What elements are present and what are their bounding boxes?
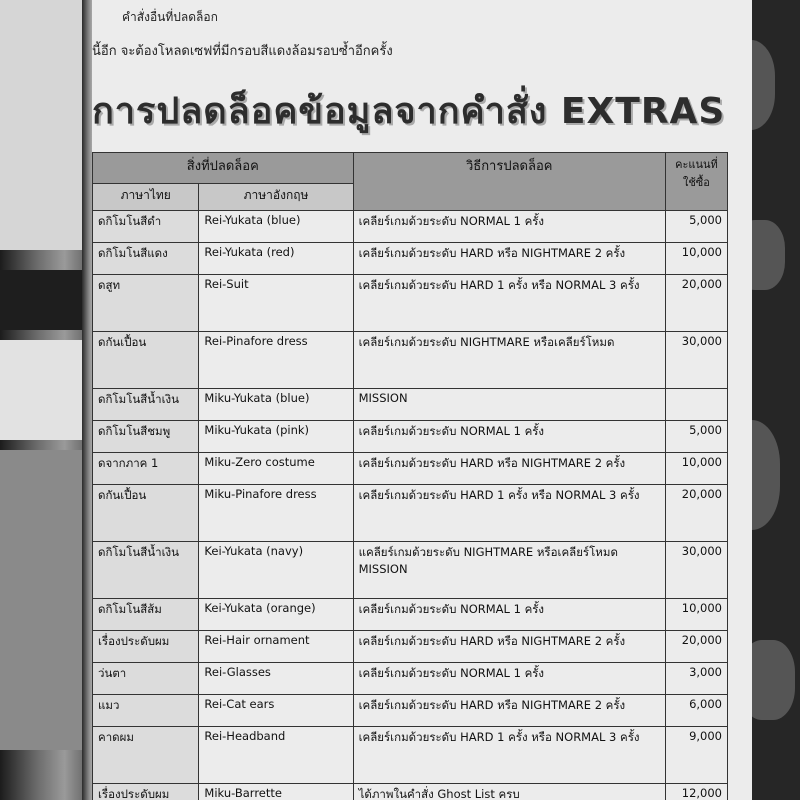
table-row <box>93 453 728 485</box>
table-row <box>93 211 728 243</box>
table-row <box>93 663 728 695</box>
points-cell: 12,000 <box>665 784 727 800</box>
intro-text-line: นี้อีก จะต้องโหลดเซฟที่มีกรอบสีแดงล้อมรอบซ้ำอีกครั้ง <box>92 44 393 59</box>
english-name-cell: Rei-Suit <box>199 275 353 332</box>
thai-name-cell: ดกิโมโนสีส้ม <box>93 599 199 631</box>
method-cell: เคลียร์เกมด้วยระดับ NORMAL 1 ครั้ง <box>353 663 665 695</box>
points-cell: 6,000 <box>665 695 727 727</box>
header-points: คะแนนที่ใช้ซื้อ <box>665 153 727 211</box>
english-name-cell: Rei-Hair ornament <box>199 631 353 663</box>
points-cell <box>665 389 727 421</box>
english-name-cell: Rei-Glasses <box>199 663 353 695</box>
method-cell: เคลียร์เกมด้วยระดับ NORMAL 1 ครั้ง <box>353 211 665 243</box>
english-name-cell: Miku-Yukata (pink) <box>199 421 353 453</box>
english-name-cell: Miku-Pinafore dress <box>199 485 353 542</box>
thai-name-cell: ดกันเปื้อน <box>93 332 199 389</box>
method-cell: เคลียร์เกมด้วยระดับ HARD หรือ NIGHTMARE 2 ครั้ง <box>353 631 665 663</box>
method-cell: เคลียร์เกมด้วยระดับ HARD 1 ครั้ง หรือ NORMAL 3 ครั้ง <box>353 727 665 784</box>
table-row <box>93 389 728 421</box>
table-row <box>93 784 728 800</box>
table-row <box>93 727 728 784</box>
table-row <box>93 485 728 542</box>
thai-name-cell: เรื่องประดับผม <box>93 784 199 800</box>
left-page-panel <box>0 0 85 250</box>
english-name-cell: Rei-Yukata (blue) <box>199 211 353 243</box>
header-method: วิธีการปลดล็อค <box>353 153 665 211</box>
table-row <box>93 275 728 332</box>
table-row <box>93 542 728 599</box>
points-cell: 20,000 <box>665 275 727 332</box>
left-page-panel <box>0 340 85 440</box>
method-cell: เคลียร์เกมด้วยระดับ HARD 1 ครั้ง หรือ NORMAL 3 ครั้ง <box>353 275 665 332</box>
english-name-cell: Rei-Cat ears <box>199 695 353 727</box>
method-cell: แคลียร์เกมด้วยระดับ NIGHTMARE หรือเคลียร์โหมด MISSION <box>353 542 665 599</box>
method-cell: เคลียร์เกมด้วยระดับ NORMAL 1 ครั้ง <box>353 599 665 631</box>
english-name-cell: Rei-Yukata (red) <box>199 243 353 275</box>
english-name-cell: Miku-Zero costume <box>199 453 353 485</box>
method-cell: MISSION <box>353 389 665 421</box>
left-page-panel <box>0 450 85 750</box>
header-thai: ภาษาไทย <box>93 184 199 211</box>
book-page <box>92 0 752 800</box>
table-row <box>93 631 728 663</box>
thai-name-cell: ดกิโมโนสีชมพู <box>93 421 199 453</box>
unlock-table <box>92 152 728 800</box>
left-page-panel <box>0 270 85 330</box>
thai-name-cell: เรื่องประดับผม <box>93 631 199 663</box>
points-cell: 20,000 <box>665 631 727 663</box>
english-name-cell: Kei-Yukata (orange) <box>199 599 353 631</box>
points-cell: 20,000 <box>665 485 727 542</box>
points-cell: 10,000 <box>665 599 727 631</box>
intro-text-line: คำสั่งอื่นที่ปลดล็อก <box>122 10 218 24</box>
table-row <box>93 599 728 631</box>
points-cell: 5,000 <box>665 211 727 243</box>
thai-name-cell: แมว <box>93 695 199 727</box>
english-name-cell: Rei-Pinafore dress <box>199 332 353 389</box>
method-cell: เคลียร์เกมด้วยระดับ HARD หรือ NIGHTMARE 2 ครั้ง <box>353 453 665 485</box>
header-unlock-item: สิ่งที่ปลดล็อค <box>93 153 354 184</box>
english-name-cell: Miku-Yukata (blue) <box>199 389 353 421</box>
method-cell: เคลียร์เกมด้วยระดับ NORMAL 1 ครั้ง <box>353 421 665 453</box>
points-cell: 10,000 <box>665 243 727 275</box>
points-cell: 3,000 <box>665 663 727 695</box>
points-cell: 30,000 <box>665 542 727 599</box>
thai-name-cell: คาดผม <box>93 727 199 784</box>
english-name-cell: Rei-Headband <box>199 727 353 784</box>
table-row <box>93 332 728 389</box>
thai-name-cell: ว่นตา <box>93 663 199 695</box>
points-cell: 5,000 <box>665 421 727 453</box>
thai-name-cell: ดกิโมโนสีน้ำเงิน <box>93 542 199 599</box>
thai-name-cell: ดกิโมโนสีน้ำเงิน <box>93 389 199 421</box>
method-cell: เคลียร์เกมด้วยระดับ NIGHTMARE หรือเคลียร์โหมด <box>353 332 665 389</box>
thai-name-cell: ดสูท <box>93 275 199 332</box>
method-cell: เคลียร์เกมด้วยระดับ HARD 1 ครั้ง หรือ NORMAL 3 ครั้ง <box>353 485 665 542</box>
thai-name-cell: ดกันเปื้อน <box>93 485 199 542</box>
table-row <box>93 243 728 275</box>
method-cell: เคลียร์เกมด้วยระดับ HARD หรือ NIGHTMARE 2 ครั้ง <box>353 243 665 275</box>
points-cell: 10,000 <box>665 453 727 485</box>
method-cell: ได้ภาพในคำสั่ง Ghost List ครบ <box>353 784 665 800</box>
method-cell: เคลียร์เกมด้วยระดับ HARD หรือ NIGHTMARE 2 ครั้ง <box>353 695 665 727</box>
header-english: ภาษาอังกฤษ <box>199 184 353 211</box>
english-name-cell: Miku-Barrette <box>199 784 353 800</box>
table-row <box>93 695 728 727</box>
left-page-edge <box>0 0 92 800</box>
english-name-cell: Kei-Yukata (navy) <box>199 542 353 599</box>
unlock-table-body <box>93 211 728 800</box>
table-row <box>93 421 728 453</box>
thai-name-cell: ดกิโมโนสีดำ <box>93 211 199 243</box>
points-cell: 30,000 <box>665 332 727 389</box>
thai-name-cell: ดกิโมโนสีแดง <box>93 243 199 275</box>
section-title: การปลดล็อคข้อมูลจากคำสั่ง EXTRAS <box>92 91 726 132</box>
points-cell: 9,000 <box>665 727 727 784</box>
thai-name-cell: ดจากภาค 1 <box>93 453 199 485</box>
